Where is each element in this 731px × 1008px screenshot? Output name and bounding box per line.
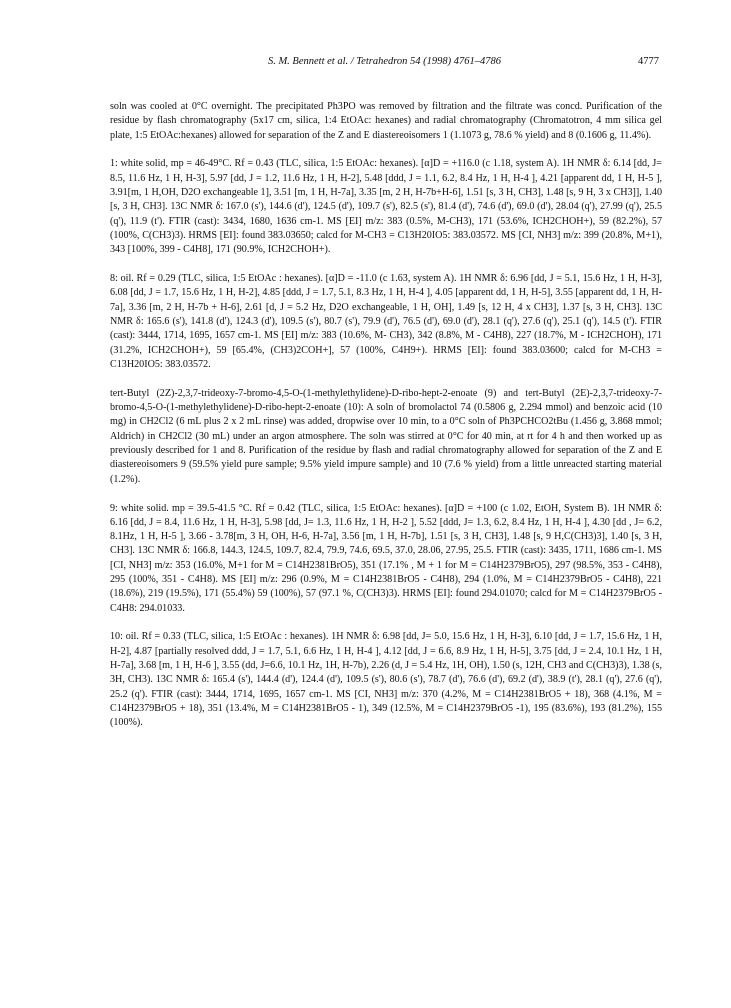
paragraph-compound-8: 8: oil. Rf = 0.29 (TLC, silica, 1:5 EtOAc : hexanes). [α]D = -11.0 (c 1.63, system A). 1H NMR δ: 6.96 [dd, J = 5.1, 15.6 Hz, 1 H, H-3], 6.08 [dd, J = 1.7, 15.6 Hz, 1 H, H-2], 4.85 [ddd, J = 1.7, 5.1, 8.3 Hz, 1 H, H-4 ], 4.05 [apparent dd, 1 H, H-5], 3.55 [apparent dd, 1 H, H-7a], 3.36 [m, 2 H, H-7b + H-6], 2.61 [d, J = 5.2 Hz, D2O exchangeable, 1 H, OH], 1.49 [s, 12 H, 4 x CH3], 1.37 [s, 3 H, CH3]. 13C NMR δ: 165.6 (s'), 141.8 (d'), 124.3 (d'), 109.5 (s'), 80.7 (s'), 79.9 (d'), 76.5 (d'), 69.0 (d'), 28.1 (q'), 27.6 (q'), 25.1 (q'), 14.5 (t'). FTIR (cast): 3444, 1714, 1695, 1657 cm-1. MS [EI] m/z: 383 (10.6%, M- CH3), 342 (8.8%, M - C4H8), 227 (18.7%, M - ICH2CHOH), 171 (31.2%, ICH2CHOH+), 59 [65.4%, (CH3)2COH+], 57 (100%, C4H9+). HRMS [EI]: found 383.03600; calcd for M-CH3 = C13H20IO5: 383.03572. (110, 273, 662, 370)
article-body (110, 100, 662, 745)
paragraph-compound-10: 10: oil. Rf = 0.33 (TLC, silica, 1:5 EtOAc : hexanes). 1H NMR δ: 6.98 [dd, J= 5.0, 15.6 Hz, 1 H, H-3], 6.10 [dd, J = 1.7, 15.6 Hz, 1 H, H-2], 4.87 [partially resolved ddd, J = 1.7, 5.1, 6.6 Hz, 1 H, H-4 ], 4.12 [dd, J = 6.6, 8.9 Hz, 1 H, H-5], 3.75 [dd, J = 2.4, 10.1 Hz, 1 H, H-7a], 3.68 [m, 1 H, H-6 ], 3.55 (dd, J=6.6, 10.1 Hz, 1H, H-7b), 2.26 (d, J = 5.4 Hz, 1H, OH), 1.50 (s, 12H, CH3 and C(CH3)3), 1.38 (s, 3H, CH3). 13C NMR δ: 165.4 (s'), 144.4 (d'), 124.4 (d'), 109.5 (s'), 80.6 (s'), 78.7 (d'), 76.6 (d'), 69.2 (d'), 38.9 (t'), 28.1 (q'), 27.6 (q'), 25.2 (q'). FTIR (cast): 3444, 1714, 1695, 1657 cm-1. MS [CI, NH3] m/z: 370 (4.2%, M = C14H2381BrO5 + 18), 368 (4.1%, M = C14H2379BrO5 + 18), 351 (13.4%, M = C14H2381BrO5 - 1), 349 (12.5%, M = C14H2379BrO5 -1), 195 (83.6%), 193 (81.2%), 155 (100%). (110, 631, 662, 729)
paragraph-compound-1: 1: white solid, mp = 46-49°C. Rf = 0.43 (TLC, silica, 1:5 EtOAc: hexanes). [α]D = +116.0 (c 1.18, system A). 1H NMR δ: 6.14 [dd, J= 8.5, 11.6 Hz, 1 H, H-3], 5.97 [dd, J = 1.2, 11.6 Hz, 1 H, H-2], 5.48 [ddd, J = 1.1, 6.2, 8.4 Hz, 1 H, H-4 ], 4.21 [apparent dd, 1 H, H-5 ], 3.91[m, 1 H,OH, D2O exchangeable 1], 3.51 [m, 1 H, H-7a], 3.35 [m, 2 H, H-7b+H-6], 1.51 [s, 3 H, CH3], 1.48 [s, 9 H, 3 x CH3]], 1.40 [s, 3 H, CH3]. 13C NMR δ: 167.0 (s'), 144.6 (d'), 124.5 (d'), 109.7 (s'), 82.5 (s'), 81.4 (d'), 74.6 (d'), 69.0 (d'), 28.04 (q'), 27.99 (q'), 25.5 (q'), 11.9 (t'). FTIR (cast): 3434, 1680, 1636 cm-1. MS [EI] m/z: 383 (0.5%, M-CH3), 171 (53.6%, ICH2CHOH+), 59 (82.2%), 57 (100%, C(CH3)3). HRMS [EI]: found 383.03650; calcd for M-CH3 = C13H20IO5: 383.03572. MS [CI, NH3] m/z: 399 (20.8%, M+1), 343 [100%, 399 - C4H8], 171 (90.9%, ICH2CHOH+). (110, 158, 662, 256)
paragraph-synthesis-9-10: tert-Butyl (2Z)-2,3,7-trideoxy-7-bromo-4,5-O-(1-methylethylidene)-D-ribo-hept-2-enoate (9) and tert-Butyl (2E)-2,3,7-trideoxy-7-bromo-4,5-O-(1-methylethylidene)-D-ribo-hept-2-enoate (10): A soln of bromolactol 74 (0.5806 g, 2.294 mmol) and benzoic acid (10 mg) in CH2Cl2 (6 mL plus 2 x 2 mL rinse) was added, dropwise over 10 min, to a 0°C soln of Ph3PCHCO2tBu (1.456 g, 3.868 mmol; Aldrich) in CH2Cl2 (30 mL) under an argon atmosphere. The soln was stirred at 0°C for 40 min, at rt for 4 h and then worked up as previously described for 1 and 8. Purification of the residue by flash and radial chromatography allowed for separation of the Z and E diastereoisomers 9 (59.5% yield pure sample; 9.5% yield impure sample) and 10 (7.6 % yield) from a little unreacted starting material (1.2%). (110, 387, 662, 485)
running-header (110, 56, 659, 72)
paragraph-workup: soln was cooled at 0°C overnight. The precipitated Ph3PO was removed by filtration and the filtrate was concd. Purification of the residue by flash chromatography (5x17 cm, silica, 1:4 EtOAc: hexanes) and radial chromatography (Chromatotron, 4 mm silica gel plate, 1:5 EtOAc:hexanes) allowed for separation of the Z and E diastereoisomers 1 (1.1073 g, 78.6 % yield) and 8 (0.1606 g, 11.4%). (110, 101, 662, 141)
journal-citation: S. M. Bennett et al. / Tetrahedron 54 (1998) 4761–4786 (267, 56, 502, 67)
paragraph-compound-9: 9: white solid. mp = 39.5-41.5 °C. Rf = 0.42 (TLC, silica, 1:5 EtOAc: hexanes). [α]D = +100 (c 1.02, EtOH, System B). 1H NMR δ: 6.16 [dd, J = 8.4, 11.6 Hz, 1 H, H-3], 5.98 [dd, J= 1.3, 11.6 Hz, 1 H, H-2 ], 5.52 [ddd, J= 1.3, 6.2, 8.4 Hz, 1 H, H-4 ], 4.30 [dd , J= 6.2, 8.1Hz, 1 H, H-5 ], 3.66 - 3.78[m, 3 H, OH, H-6, H-7a], 3.56 [m, 1 H, H-7b], 1.51 [s, 3 H, CH3], 1.48 [s, 9 H,C(CH3)3], 1.40 [s, 3 H, CH3]. 13C NMR δ: 166.8, 144.3, 124.5, 109.7, 82.4, 79.9, 74.6, 69.5, 37.0, 28.06, 27.95, 25.5. FTIR (cast): 3435, 1711, 1686 cm-1. MS [CI, NH3] m/z: 353 (16.0%, M+1 for M = C14H2381BrO5), 351 (17.1% , M + 1 for M = C14H2379BrO5), 297 (98.5%, 353 - C4H8), 295 (100%, 351 - C4H8). MS [EI] m/z: 296 (0.9%, M = C14H2381BrO5 - C4H8), 294 (1.0%, M = C14H2379BrO5 - C4H8), 221 (18.6%), 219 (19.5%), 171 (55.4%) 59 (100%), 57 (97.1 %, C(CH3)3). HRMS [EI]: found 294.01070; calcd for M = C14H2379BrO5 - C4H8: 294.01033. (110, 502, 662, 614)
page-number: 4777 (638, 56, 659, 67)
